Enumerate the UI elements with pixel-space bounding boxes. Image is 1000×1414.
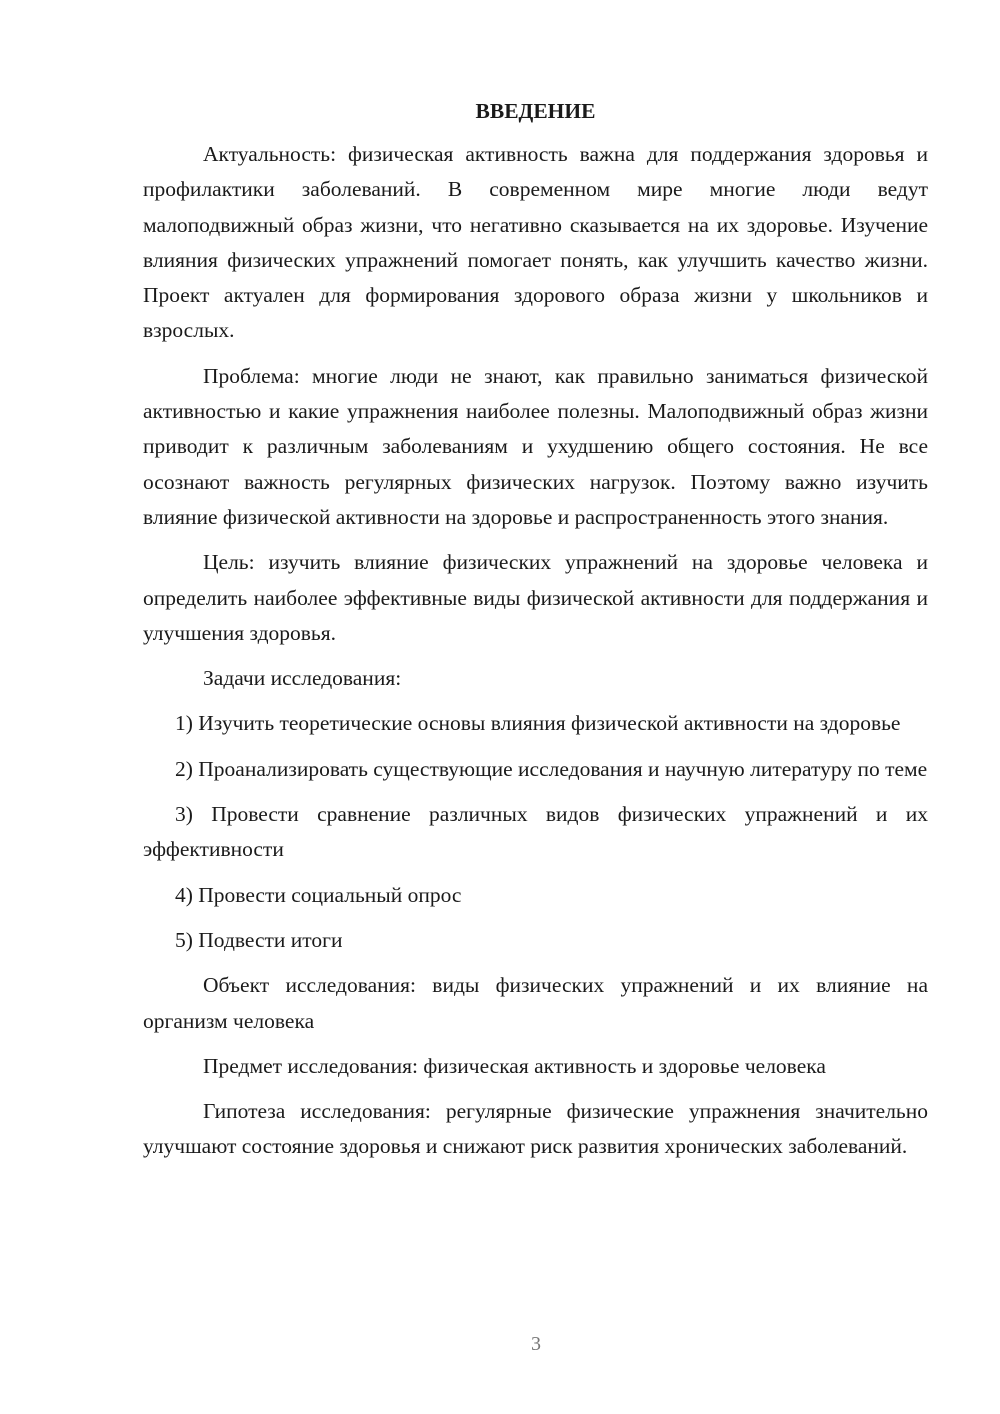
paragraph-object: Объект исследования: виды физических упражнений и их влияние на организм человека — [143, 973, 928, 1033]
document-page — [143, 96, 928, 1175]
task-item-5: 5) Подвести итоги — [175, 927, 343, 952]
page-number: 3 — [531, 1333, 541, 1355]
task-item-3: 3) Провести сравнение различных видов физических упражнений и их эффективности — [143, 802, 928, 862]
paragraph-goal: Цель: изучить влияние физических упражнений на здоровье человека и определить наиболее эффективные виды физической активности для поддержания и улучшения здоровья. — [143, 550, 928, 645]
task-item-1: 1) Изучить теоретические основы влияния физической активности на здоровье — [175, 711, 901, 736]
document-title: ВВЕДЕНИЕ — [475, 99, 596, 123]
task-item-2: 2) Проанализировать существующие исследования и научную литературу по теме — [175, 756, 928, 781]
task-item-4: 4) Провести социальный опрос — [175, 882, 462, 907]
paragraph-subject: Предмет исследования: физическая активность и здоровье человека — [203, 1053, 826, 1078]
paragraph-problem: Проблема: многие люди не знают, как правильно заниматься физической активностью и какие упражнения наиболее полезны. Малоподвижный образ жизни приводит к различным заболеваниям и ухудшению общего состояния. Не все осознают важность регулярных физических нагрузок. Поэтому важно изучить влияние физической активности на здоровье и распространенность этого знания. — [143, 363, 928, 529]
paragraph-relevance: Актуальность: физическая активность важна для поддержания здоровья и профилактики заболеваний. В современном мире многие люди ведут малоподвижный образ жизни, что негативно сказывается на их здоровье. Изучение влияния физических упражнений помогает понять, как улучшить качество жизни. Проект актуален для формирования здорового образа жизни у школьников и взрослых. — [143, 142, 928, 343]
paragraph-hypothesis: Гипотеза исследования: регулярные физические упражнения значительно улучшают состояние здоровья и снижают риск развития хронических заболеваний. — [143, 1099, 928, 1159]
tasks-heading: Задачи исследования: — [203, 666, 402, 691]
